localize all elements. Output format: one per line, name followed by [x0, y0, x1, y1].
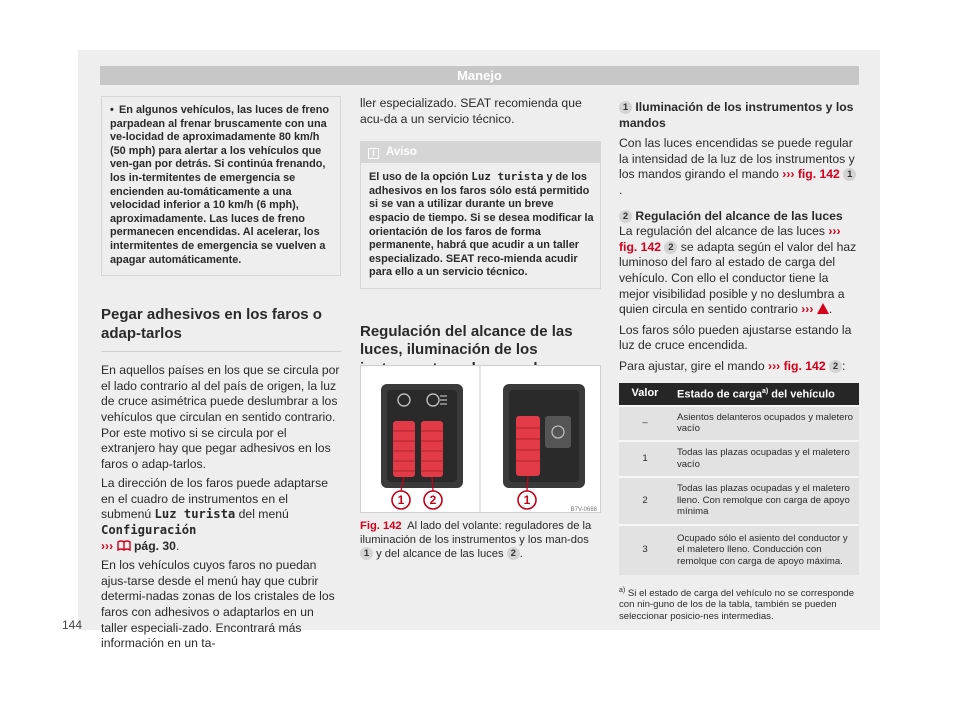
figure-code: B7V-0688: [570, 507, 597, 513]
cell-estado: Todas las plazas ocupadas y el maletero vacío: [671, 441, 859, 477]
text: La dirección de los faros puede adaptarse en el cuadro de instrumentos en el submenú: [101, 476, 328, 522]
table-header-row: [619, 383, 859, 406]
paragraph: La regulación del alcance de las luces ››› fig. 142 2 se adapta según el valor del haz luminoso del faro al estado de carga del vehículo. Con ello el conductor tiene la mejor visibilidad posible y no deslumbra a quien circula en sentido contrario ››› .: [619, 224, 857, 317]
figure-reference[interactable]: ››› fig. 142: [768, 358, 826, 373]
number-badge: 2: [664, 241, 677, 254]
table-footnote: [619, 585, 859, 623]
number-badge: 1: [360, 547, 373, 560]
cell-estado: Todas las plazas ocupadas y el maletero lleno. Con remolque con carga de apoyo mínima: [671, 477, 859, 525]
aviso-body: [360, 163, 601, 289]
callout-1: 1: [397, 493, 405, 507]
reference-arrows[interactable]: ›››: [801, 302, 814, 317]
figure-reference[interactable]: ››› fig. 142: [619, 224, 841, 254]
text: El uso de la opción: [369, 171, 469, 184]
cell-estado: Ocupado sólo el asiento del conductor y el maletero lleno. Conducción con remolque con carga de apoyo máxima.: [671, 525, 859, 575]
cell-valor: 2: [619, 477, 671, 525]
menu-option-configuracion: Configuración: [101, 523, 197, 538]
dashboard-controls-illustration: [361, 366, 601, 513]
section-heading-regulacion: Regulación del alcance de las luces, iluminación de los: [360, 323, 601, 388]
note-text: En algunos vehículos, las luces de freno parpadean al frenar bruscamente con una ve-locidad de aproximadamente 80 km/h (50 mph) para alertar a los vehículos que ven-gan por detrás. Si continúa frenando, los in-termitentes de emergencia se encienden au-tomáticamente a una velocidad inferior a 10 km/h (6 mph), aproximadamente. Las luces de freno permanecen encendidas. Al acelerar, los intermitentes de emergencia se vuelven a apagar automáticamente.: [110, 104, 330, 266]
paragraph: Los faros sólo pueden ajustarse estando la luz de cruce encendida.: [619, 322, 852, 353]
section-heading-adhesivos: Pegar adhesivos en los faros o adap-tarlos: [101, 306, 341, 352]
info-icon: i: [368, 148, 379, 159]
note-box: [101, 96, 341, 276]
subheading-text: Iluminación de los instrumentos y los mandos: [619, 100, 854, 130]
load-state-table: [619, 383, 859, 575]
paragraph: La dirección de los faros puede adaptarse en el cuadro de instrumentos en el submenú Luz turista del menú Configuración ››› pág. 30.: [101, 476, 328, 553]
text: Para ajustar, gire el mando: [619, 358, 765, 373]
aviso-box: [360, 141, 601, 289]
cell-valor: –: [619, 406, 671, 441]
number-badge: 1: [619, 101, 632, 114]
table-row: [619, 477, 859, 525]
footnote-text: Si el estado de carga del vehículo no se corresponde con nin-guno de los de la tabla, también se pueden seleccionar posicio-nes intermedias.: [619, 587, 855, 622]
page-number: 144: [62, 618, 83, 632]
text: La regulación del alcance de las luces: [619, 224, 825, 239]
cell-estado: Asientos delanteros ocupados y maletero vacío: [671, 406, 859, 441]
text: y del alcance de las luces: [376, 548, 504, 560]
cell-valor: 3: [619, 525, 671, 575]
cell-valor: 1: [619, 441, 671, 477]
section-header: Manejo: [100, 66, 859, 85]
menu-option-luz-turista: Luz turista: [471, 170, 544, 184]
column-middle: [360, 96, 601, 387]
book-icon: [117, 540, 131, 551]
column-left: [101, 96, 341, 652]
number-badge: 2: [507, 547, 520, 560]
callout-2: 2: [429, 493, 437, 507]
bullet-icon: •: [110, 104, 114, 116]
table-row: [619, 406, 859, 441]
aviso-header: [360, 141, 601, 163]
paragraph: Con las luces encendidas se puede regular la intensidad de la luz de los instrumentos y los mandos girando el mando ››› fig. 142 1.: [619, 136, 855, 197]
subheading-alcance: [619, 209, 859, 225]
column-header-valor: Valor: [619, 383, 671, 406]
subheading-text: Regulación del alcance de las luces: [635, 208, 843, 223]
column-right: [619, 100, 859, 622]
aviso-title: Aviso: [386, 146, 417, 159]
text: se adapta según el valor del haz luminoso del faro al estado de carga del vehículo. Con ello el conductor tiene la mejor visibilidad posible y no deslumbra a quien circula en sentido contrario: [619, 239, 857, 317]
reference-arrows[interactable]: ›››: [101, 538, 114, 553]
figure-caption: Fig. 142 Al lado del volante: reguladores de la iluminación de los instrumentos y los man-dos 1 y del alcance de las luces 2 .: [360, 520, 592, 560]
footnote-marker: a): [619, 586, 626, 594]
header-text: Estado de carga: [677, 388, 762, 401]
figure-label: Fig. 142: [360, 520, 402, 532]
paragraph: En los vehículos cuyos faros no puedan ajus-tarse desde el menú hay que cubrir determi-nadas zonas de los cristales de los faros con adhesivos o adaptarlos en un taller especiali-zado. Encontrará más información en un ta-: [101, 558, 335, 651]
paragraph: ller especializado. SEAT recomienda que acu-da a un servicio técnico.: [360, 96, 582, 126]
menu-option-luz-turista: Luz turista: [154, 507, 236, 522]
warning-icon: [817, 303, 829, 314]
text: del menú: [238, 507, 289, 522]
table-row: [619, 441, 859, 477]
page-reference[interactable]: pág. 30: [133, 538, 176, 553]
text: y de los adhesivos en los faros sólo está permitido si se van a utilizar durante un breve espacio de tiempo. Si se desea modificar la orientación de los faros de forma permanente, habrá que acudir a un taller especializado. SEAT reco-mienda acudir para ello a un servicio técnico.: [369, 171, 594, 279]
figure-reference[interactable]: ››› fig. 142: [782, 167, 840, 182]
subheading-iluminacion: [619, 100, 859, 131]
callout-1b: 1: [523, 493, 531, 507]
text: Al lado del volante: reguladores de la iluminación de los instrumentos y los man-dos: [360, 520, 592, 546]
column-header-estado: [671, 383, 859, 406]
paragraph: Para ajustar, gire el mando ››› fig. 142 2 :: [619, 358, 846, 373]
table-row: [619, 525, 859, 575]
number-badge: 2: [619, 210, 632, 223]
number-badge: 1: [843, 168, 856, 181]
header-text: del vehículo: [771, 388, 835, 401]
footnote-marker: a): [761, 387, 769, 395]
figure-142: [360, 365, 601, 513]
number-badge: 2: [829, 360, 842, 373]
paragraph: En aquellos países en los que se circula por el lado contrario al del país de origen, la luz de cruce asimétrica puede deslumbrar a los vehículos que circulan en sentido contrario. Por este motivo si se circula por el extranjero hay que pegar adhesivos en los faros o adap-tarlos.: [101, 363, 340, 471]
text: Con las luces encendidas se puede regular la intensidad de la luz de los instrumentos y los mandos girando el mando: [619, 136, 855, 182]
